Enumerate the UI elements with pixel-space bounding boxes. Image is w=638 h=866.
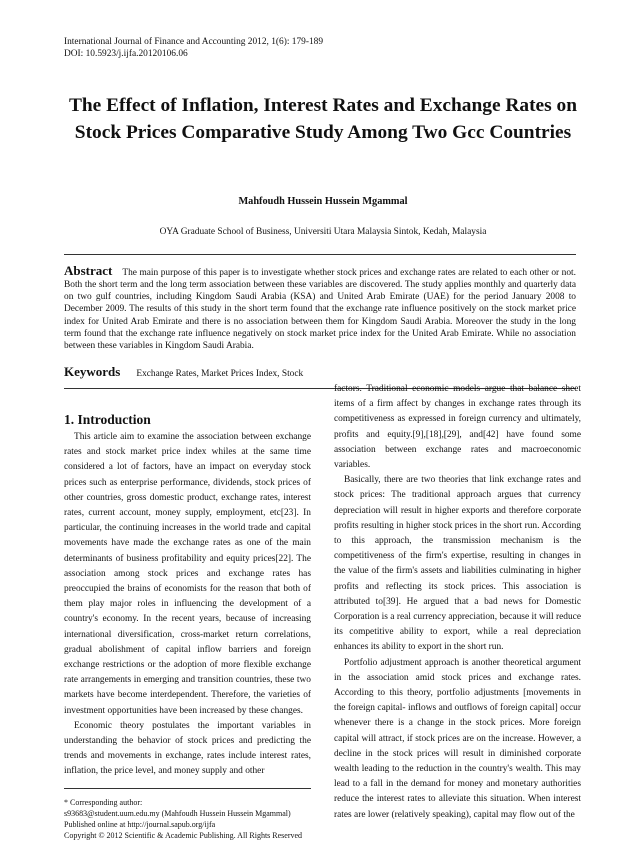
keywords-label: Keywords xyxy=(64,364,121,379)
abstract-label: Abstract xyxy=(64,263,113,278)
paper-title: The Effect of Inflation, Interest Rates and Exchange Rates on Stock Prices Comparative Study Among Two Gcc Countries xyxy=(68,95,578,143)
right-column xyxy=(334,382,581,823)
paragraph: This article aim to examine the association between exchange rates and stock market price index whiles at the same time considered a lot of factors, have an impact on everyday stock prices such as enterprise performance, dividends, stock prices of other countries, gross domestic product, exchange rates, interest rates, current account, money supply, employment, etc[23]. In particular, the continuing increases in the world trade and capital movements have made the exchange rates as one of the main determinants of business profitability and equity prices[22]. The association among stock prices and exchange rates has preoccupied the brains of economists for the reason that both of them play major roles in influencing the development of a country's economy. In the recent years, because of increasing international diversification, cross-market return correlations, gradual abolishment of capital inflow barriers and foreign exchange restrictions or the adoption of more flexible exchange rate arrangements in emerging and transition countries, these two markets have become interdependent. Therefore, the varieties of investment opportunities have been increased by these changes. xyxy=(64,432,311,716)
author-affiliation: OYA Graduate School of Business, Universiti Utara Malaysia Sintok, Kedah, Malaysia xyxy=(159,227,487,237)
section-heading-introduction: 1. Introduction xyxy=(64,412,151,427)
paragraph: factors. Traditional economic models argue that balance sheet items of a firm affect by changes in exchange rates through its competitiveness as expressed in foreign currency and ultimately, profits and equity.[9],[18],[29], and[42] have found some association between exchange rates and macroeconomic variables. xyxy=(334,384,581,471)
keywords-text: Exchange Rates, Market Prices Index, Stock xyxy=(136,369,304,379)
author-name: Mahfoudh Hussein Hussein Mgammal xyxy=(238,196,408,207)
footnote xyxy=(64,788,311,841)
left-column xyxy=(64,382,311,780)
keywords xyxy=(64,364,576,380)
author-email: s93683@student.uum.edu.my (Mahfoudh Hussein Hussein Mgammal) xyxy=(64,809,291,818)
paragraph: Economic theory postulates the important variables in understanding the behavior of stock prices and predicting the trends and movements in exchange, rates include interest rates, inflation, the price level, and money supply and other xyxy=(64,720,311,777)
paragraph: Basically, there are two theories that link exchange rates and stock prices: The traditional approach argues that currency depreciation will result in higher exports and therefore corporate profits resulting in higher stock prices in the short run. According to this approach, the transmission mechanism is the competitiveness of the firm's expertise, resulting in changes in the value of the firm's assets and liabilities culminating in higher profits and reflecting its stock prices. This association is attributed to[39]. He argued that a bad news for Domestic Corporation is a real currency appreciation, because it will reduce its competitive ability to export, while a real depreciation enhances its ability to export in the short run. xyxy=(334,475,581,653)
published-online: Published online at http://journal.sapub.org/ijfa xyxy=(64,820,216,829)
abstract xyxy=(64,265,576,352)
divider-top xyxy=(64,254,576,255)
doi: DOI: 10.5923/j.ijfa.20120106.06 xyxy=(64,49,188,59)
copyright: Copyright © 2012 Scientific & Academic Publishing. All Rights Reserved xyxy=(64,831,303,840)
corresponding-author-label: * Corresponding author: xyxy=(64,798,143,807)
paragraph: Portfolio adjustment approach is another theoretical argument in the association amid stock prices and exchange rates. According to this theory, portfolio adjustments [movements in the foreign capital- inflows and outflows of foreign capital] occur whenever there is a change in the stock prices. More foreign capital will attract, if stock prices are on the increase. However, a decline in the stock prices will result in diminished corporate wealth leading to the reduction in the country's wealth. This may lead to a fall in the demand for money and monetary authorities reduce the interest rates to alleviate this situation. When interest rates are lower (relatively speaking), capital may flow out of the xyxy=(334,657,581,820)
abstract-text: The main purpose of this paper is to investigate whether stock prices and exchange rates are related to each other or not. Both the short term and the long term association between these variables are discovered. The study applies monthly and quarterly data on two gulf countries, including Kingdom Saudi Arabia (KSA) and United Arab Emirate (UAE) for the period January 2008 to December 2009. The results of this study in the short term found that the exchange rate influence positively on the stock market price index for United Arab Emirate and there is no association between them for Kingdom Saudi Arabia. Moreover the study in the long term found that the exchange rate influence negatively on stock market price index for the United Arab Emirate. While no association between these variables in Kingdom Saudi Arabia. xyxy=(64,268,576,351)
journal-citation: International Journal of Finance and Accounting 2012, 1(6): 179-189 xyxy=(64,37,324,47)
journal-header xyxy=(64,36,323,60)
